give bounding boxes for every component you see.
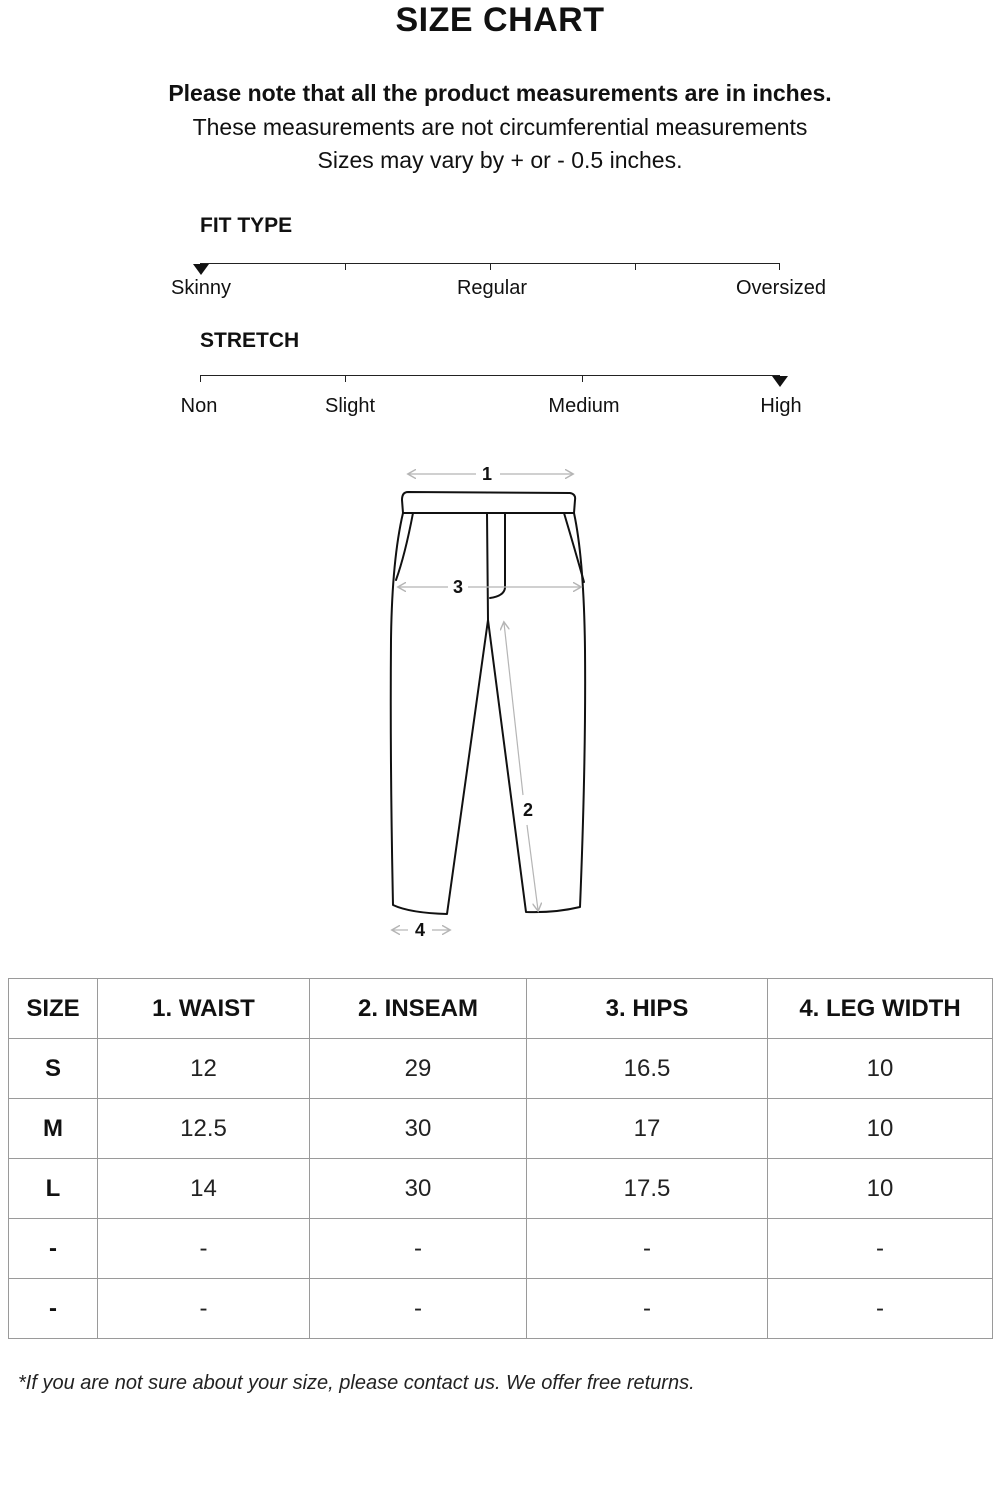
diagram-label-leg-width: 4	[414, 920, 426, 940]
size-cell: L	[9, 1159, 98, 1219]
diagram-label-inseam: 2	[522, 800, 534, 820]
size-cell: S	[9, 1039, 98, 1099]
table-row	[9, 1159, 993, 1219]
table-header-row	[9, 979, 993, 1039]
hips-cell: 17	[527, 1099, 768, 1159]
waist-cell: 14	[98, 1159, 310, 1219]
hips-cell: -	[527, 1279, 768, 1339]
waist-cell: 12	[98, 1039, 310, 1099]
stretch-title: STRETCH	[200, 329, 300, 352]
footnote: *If you are not sure about your size, please contact us. We offer free returns.	[18, 1372, 695, 1394]
fit-type-tick	[490, 263, 491, 270]
fit-type-title: FIT TYPE	[200, 214, 293, 237]
size-table	[8, 978, 993, 1339]
diagram-label-waist: 1	[481, 464, 493, 484]
inseam-cell: 30	[310, 1159, 527, 1219]
stretch-label-high: High	[760, 395, 802, 417]
hips-cell: -	[527, 1219, 768, 1279]
fit-type-tick	[345, 263, 346, 270]
leg-width-cell: 10	[768, 1039, 993, 1099]
size-cell: -	[9, 1219, 98, 1279]
waist-cell: -	[98, 1279, 310, 1339]
waist-cell: -	[98, 1219, 310, 1279]
size-cell: -	[9, 1279, 98, 1339]
fit-type-label-oversized: Oversized	[735, 277, 827, 299]
hips-cell: 16.5	[527, 1039, 768, 1099]
waist-cell: 12.5	[98, 1099, 310, 1159]
fit-type-label-regular: Regular	[456, 277, 528, 299]
table-row	[9, 1279, 993, 1339]
stretch-label-non: Non	[180, 395, 218, 417]
leg-width-cell: -	[768, 1219, 993, 1279]
header-inseam: 2. INSEAM	[310, 979, 527, 1039]
note-not-circumferential: These measurements are not circumferential measurements	[192, 114, 808, 140]
table-row	[9, 1099, 993, 1159]
stretch-tick	[582, 375, 583, 382]
leg-width-cell: 10	[768, 1099, 993, 1159]
inseam-cell: -	[310, 1279, 527, 1339]
stretch-tick	[200, 375, 201, 382]
stretch-marker-icon	[772, 376, 788, 387]
inseam-cell: 29	[310, 1039, 527, 1099]
fit-type-label-skinny: Skinny	[170, 277, 232, 299]
hips-cell: 17.5	[527, 1159, 768, 1219]
table-row	[9, 1219, 993, 1279]
stretch-label-medium: Medium	[548, 395, 620, 417]
table-row	[9, 1039, 993, 1099]
note-size-variance: Sizes may vary by + or - 0.5 inches.	[317, 147, 683, 173]
stretch-label-slight: Slight	[324, 395, 376, 417]
fit-type-tick	[779, 263, 780, 270]
header-hips: 3. HIPS	[527, 979, 768, 1039]
diagram-label-hips: 3	[452, 577, 464, 597]
fit-type-marker-icon	[193, 264, 209, 275]
stretch-tick	[345, 375, 346, 382]
page-title: SIZE CHART	[395, 1, 605, 39]
header-size: SIZE	[9, 979, 98, 1039]
pants-outline-icon	[380, 455, 600, 945]
size-cell: M	[9, 1099, 98, 1159]
header-leg-width: 4. LEG WIDTH	[768, 979, 993, 1039]
stretch-line	[200, 375, 780, 376]
note-measurements-inches: Please note that all the product measurements are in inches.	[168, 80, 832, 106]
header-waist: 1. WAIST	[98, 979, 310, 1039]
leg-width-cell: -	[768, 1279, 993, 1339]
leg-width-cell: 10	[768, 1159, 993, 1219]
fit-type-tick	[635, 263, 636, 270]
inseam-cell: -	[310, 1219, 527, 1279]
inseam-cell: 30	[310, 1099, 527, 1159]
